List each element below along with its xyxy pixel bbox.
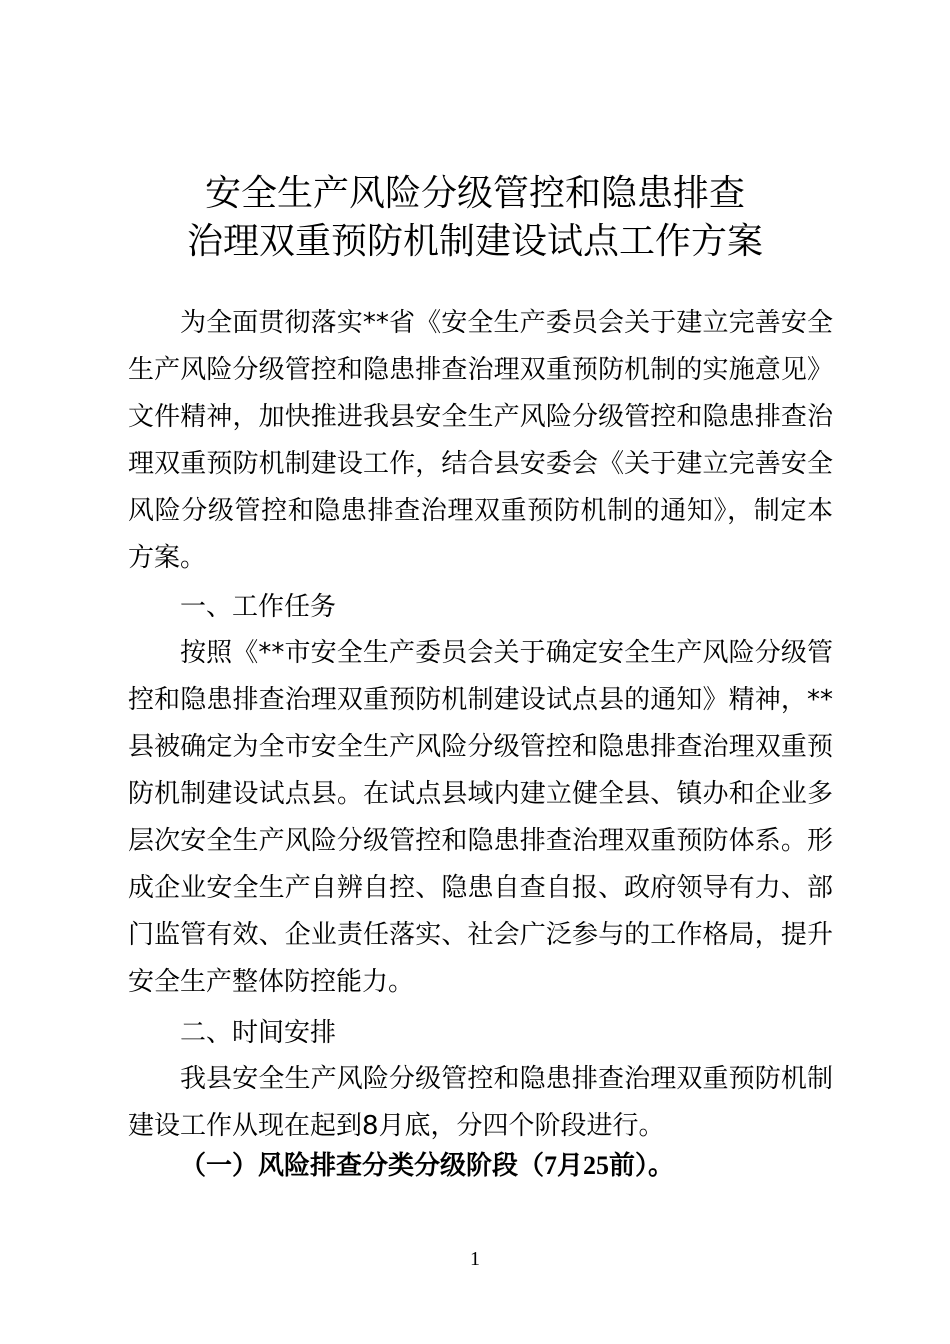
section-2-heading: 二、时间安排: [180, 1018, 337, 1048]
document-title-line-1: 安全生产风险分级管控和隐患排查: [204, 173, 745, 214]
section-1-paragraph: 按照《**市安全生产委员会关于确定安全生产风险分级管控和隐患排查治理双重预防机制建设试点县的通知》精神，**县被确定为全市安全生产风险分级管控和隐患排查治理双重预防机制建设试点县。在试点县域内建立健全县、镇办和企业多层次安全生产风险分级管控和隐患排查治理双重预防体系。形成企业安全生产自辨自控、隐患自查自报、政府领导有力、部门监管有效、企业责任落实、社会广泛参与的工作格局，提升安全生产整体防控能力。: [128, 638, 833, 997]
section-2-paragraph: 我县安全生产风险分级管控和隐患排查治理双重预防机制建设工作从现在起到8月底，分四个阶段进行。: [128, 1064, 833, 1141]
document-title-line-2: 治理双重预防机制建设试点工作方案: [186, 221, 763, 262]
subsection-1-heading: （一）风险排查分类分级阶段（7月25前）。: [180, 1151, 675, 1180]
intro-paragraph: 为全面贯彻落实**省《安全生产委员会关于建立完善安全生产风险分级管控和隐患排查治理双重预防机制的实施意见》文件精神，加快推进我县安全生产风险分级管控和隐患排查治理双重预防机制建设工作，结合县安委会《关于建立完善安全风险分级管控和隐患排查治理双重预防机制的通知》，制定本方案。: [128, 308, 833, 573]
page-number: 1: [470, 1248, 480, 1270]
section-1-heading: 一、工作任务: [180, 592, 337, 622]
